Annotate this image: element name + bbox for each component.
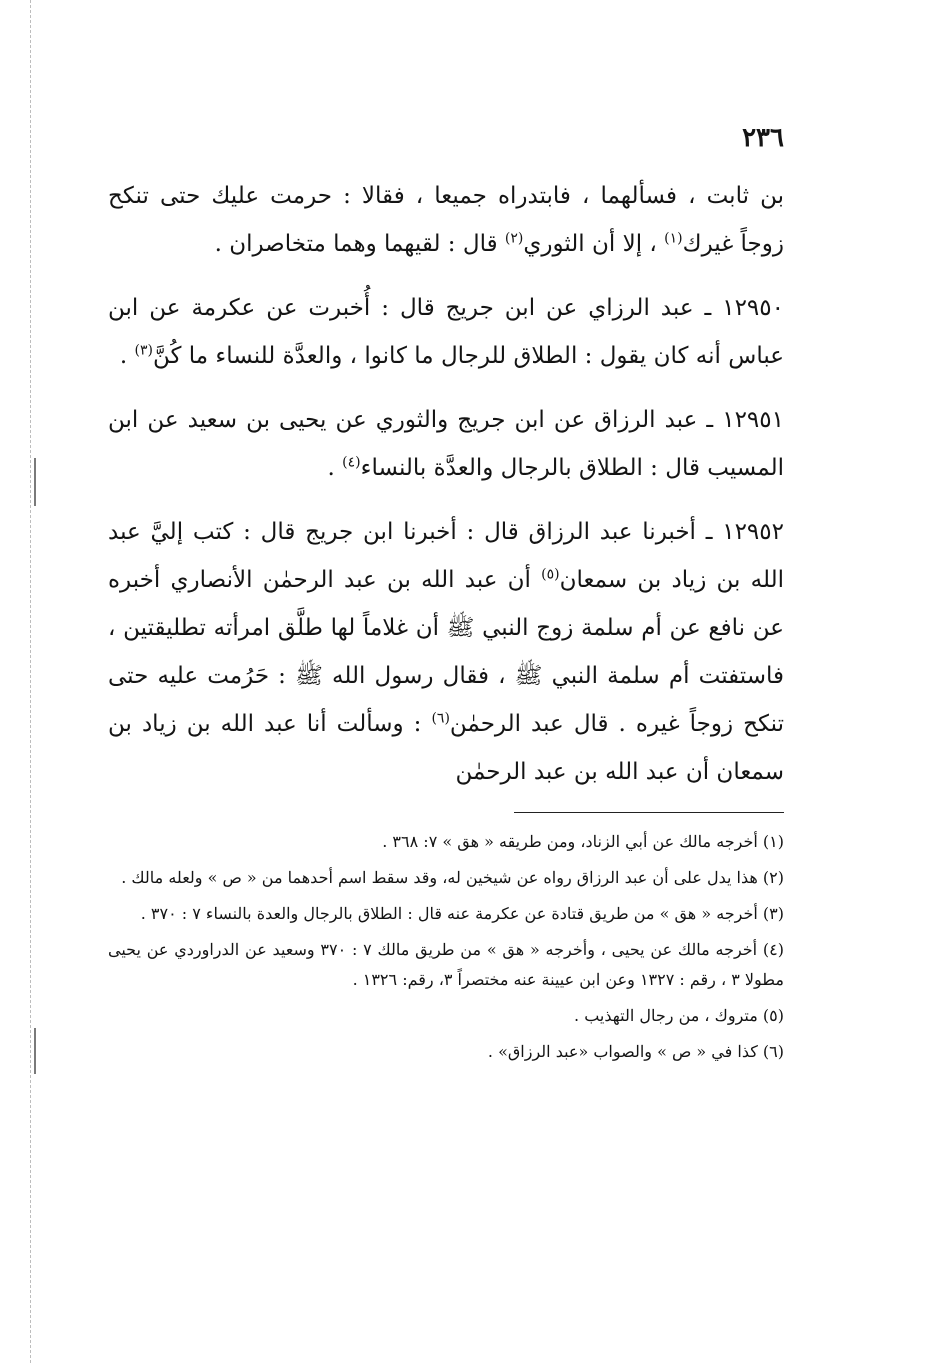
footnotes xyxy=(108,827,784,1067)
footnote-ref[interactable]: (١) xyxy=(664,230,683,247)
text-run: قال : لقيهما وهما متخاصران . xyxy=(214,231,505,257)
page-number: ٢٣٦ xyxy=(742,123,784,153)
text-run: . xyxy=(119,343,135,369)
paragraph xyxy=(108,172,784,268)
footnote-ref[interactable]: (٣) xyxy=(134,342,153,359)
footnote-ref[interactable]: (٤) xyxy=(342,454,361,471)
footnote: (٣) أخرجه « هق » من طريق قتادة عن عكرمة عنه قال : الطلاق بالرجال والعدة بالنساء ٧ : ٣٧٠ . xyxy=(140,904,784,923)
footnote-ref[interactable]: (٢) xyxy=(504,230,524,247)
footnote: (٤) أخرجه مالك عن يحيى ، وأخرجه « هق » من طريق مالك ٧ : ٣٧٠ وسعيد عن الدراوردي عن يحيى مطولا ٣ ، رقم : ١٣٢٧ وعن ابن عيينة عنه مختصراً ٣، رقم: ١٣٢٦ . xyxy=(108,940,785,989)
scan-edge-line xyxy=(30,0,31,1363)
paragraph xyxy=(108,396,784,492)
footnote-ref[interactable]: (٦) xyxy=(431,710,450,727)
document-page xyxy=(108,118,784,1073)
text-run: ، إلا أن الثوري xyxy=(523,231,665,257)
text-run: ١٢٩٥٢ ـ أخبرنا عبد الرزاق قال : أخبرنا ابن جريج قال : كتب إليَّ عبد الله بن زياد بن سمعان xyxy=(108,519,784,593)
footnote-separator xyxy=(514,812,784,813)
text-run: ١٢٩٥٠ ـ عبد الرزاي عن ابن جريج قال : أُخبرت عن عكرمة عن ابن عباس أنه كان يقول : الطلاق للرجال ما كانوا ، والعدَّة للنساء ما كُنَّ xyxy=(108,295,784,369)
paragraph xyxy=(108,508,784,796)
footnote: (١) أخرجه مالك عن أبي الزناد، ومن طريقه « هق » ٧: ٣٦٨ . xyxy=(382,832,784,851)
footnote-ref[interactable]: (٥) xyxy=(541,566,560,583)
text-run: . xyxy=(327,455,343,481)
main-text xyxy=(108,172,784,796)
text-run: بن ثابت ، فسألهما ، فابتدراه جميعا ، فقالا : حرمت عليك حتى تنكح زوجاً غيرك xyxy=(108,183,784,257)
footnote: (٢) هذا يدل على أن عبد الرزاق رواه عن شيخين له، وقد سقط اسم أحدهما من « ص » ولعله مالك . xyxy=(121,868,784,887)
footnote: (٥) متروك ، من رجال التهذيب . xyxy=(574,1006,784,1025)
scan-mark-bottom xyxy=(34,1028,36,1074)
paragraph xyxy=(108,284,784,380)
text-run: أن عبد الله بن عبد الرحمٰن الأنصاري أخبره عن نافع عن أم سلمة زوج النبي ﷺ أن غلاماً لها طلَّق امرأته تطليقتين ، فاستفتت أم سلمة النبي ﷺ ، فقال رسول الله ﷺ : حَرُمت عليه حتى تنكح زوجاً غيره . قال عبد الرحمٰن xyxy=(108,567,784,737)
footnote: (٦) كذا في « ص » والصواب «عبد الرزاق» . xyxy=(487,1042,784,1061)
text-run: : وسألت أنا عبد الله بن زياد بن سمعان أن عبد الله بن عبد الرحمٰن xyxy=(108,711,784,785)
text-run: ١٢٩٥١ ـ عبد الرزاق عن ابن جريج والثوري عن يحيى بن سعيد عن ابن المسيب قال : الطلاق بالرجال والعدَّة بالنساء xyxy=(108,407,784,481)
scan-mark-top xyxy=(34,458,36,506)
